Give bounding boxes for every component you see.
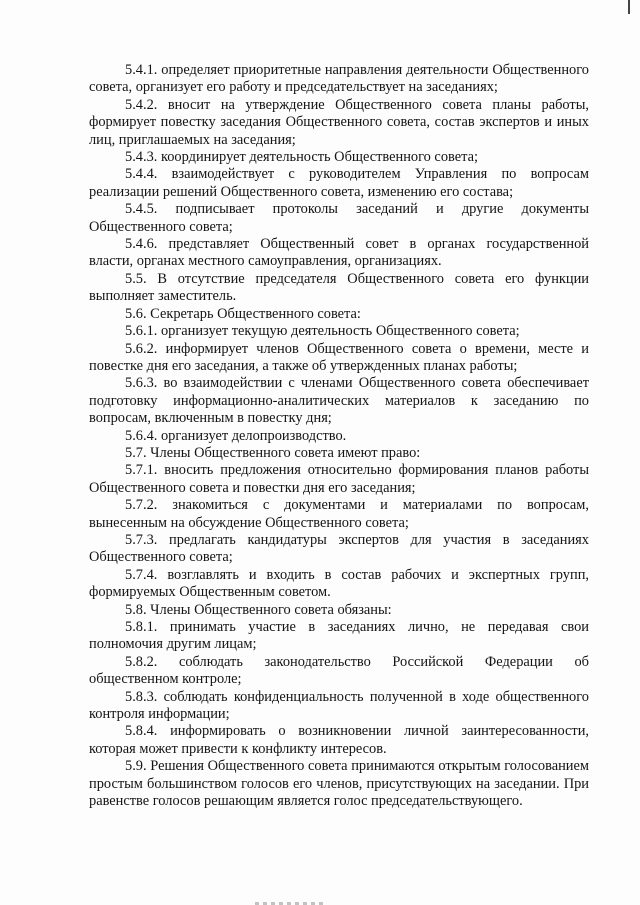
clause-5-4-4: 5.4.4. взаимодействует с руководителем Управления по вопросам реализации решений Общественного совета, изменению его состава; (89, 166, 589, 200)
clause-5-6-3: 5.6.3. во взаимодействии с членами Общественного совета обеспечивает подготовку информационно-аналитических материалов к заседанию по вопросам, включенным в повестку дня; (89, 375, 589, 427)
clause-5-4-3: 5.4.3. координирует деятельность Общественного совета; (125, 149, 478, 166)
clause-5-7-2: 5.7.2. знакомиться с документами и материалами по вопросам, вынесенным на обсуждение Общественного совета; (89, 497, 589, 531)
scan-edge-mark (628, 0, 630, 14)
clause-5-7-4: 5.7.4. возглавлять и входить в состав рабочих и экспертных групп, формируемых Общественным советом. (89, 566, 589, 601)
clause-5-8-4: 5.8.4. информировать о возникновении личной заинтересованности, которая может привести к конфликту интересов. (89, 723, 589, 757)
clause-5-6: 5.6. Секретарь Общественного совета: (125, 305, 361, 322)
clause-5-7: 5.7. Члены Общественного совета имеют право: (125, 444, 421, 461)
document-body (89, 62, 589, 810)
clause-5-6-4: 5.6.4. организует делопроизводство. (125, 427, 347, 444)
clause-5-8-2: 5.8.2. соблюдать законодательство Российской Федерации об общественном контроле; (89, 653, 589, 688)
clause-5-6-2: 5.6.2. информирует членов Общественного совета о времени, месте и повестке дня его заседания, а также об утвержденных планах работы; (89, 340, 589, 374)
clause-5-4-1: 5.4.1. определяет приоритетные направления деятельности Общественного совета, организует его работу и председательствует на заседаниях; (89, 62, 589, 96)
clause-5-9: 5.9. Решения Общественного совета принимаются открытым голосованием простым большинством голосов его членов, присутствующих на заседании. При равенстве голосов решающим является голос председательствующего. (89, 758, 589, 810)
clause-5-8: 5.8. Члены Общественного совета обязаны: (125, 601, 392, 618)
clause-5-4-5: 5.4.5. подписывает протоколы заседаний и другие документы Общественного совета; (89, 201, 589, 235)
clause-5-4-2: 5.4.2. вносит на утверждение Общественного совета планы работы, формирует повестку заседания Общественного совета, состав экспертов и иных лиц, приглашаемых на заседания; (89, 96, 589, 148)
clause-5-6-1: 5.6.1. организует текущую деятельность Общественного совета; (125, 323, 520, 340)
clause-5-8-1: 5.8.1. принимать участие в заседаниях лично, не передавая свои полномочия другим лицам; (89, 619, 589, 653)
clause-5-4-6: 5.4.6. представляет Общественный совет в органах государственной власти, органах местного самоуправления, организациях. (89, 236, 589, 270)
clause-5-7-3: 5.7.3. предлагать кандидатуры экспертов для участия в заседаниях Общественного совета; (89, 531, 589, 566)
clause-5-7-1: 5.7.1. вносить предложения относительно формирования планов работы Общественного совета и повестки дня его заседания; (89, 462, 589, 496)
clause-5-8-3: 5.8.3. соблюдать конфиденциальность полученной в ходе общественного контроля информации; (89, 688, 589, 723)
clause-5-5: 5.5. В отсутствие председателя Общественного совета его функции выполняет заместитель. (89, 270, 589, 305)
